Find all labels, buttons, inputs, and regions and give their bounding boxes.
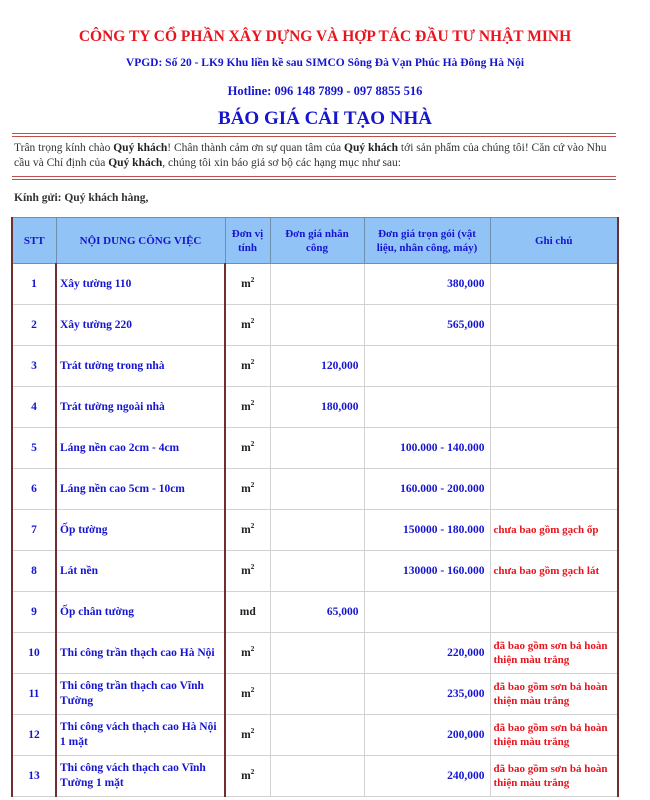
divider-top-2: [12, 136, 616, 137]
table-row: [12, 346, 618, 387]
row-unit: [225, 674, 270, 715]
row-note: đã bao gồm sơn bả hoàn thiện màu trắng: [490, 633, 618, 674]
row-content: Trát tường trong nhà: [56, 346, 225, 387]
unit-text: m: [241, 359, 251, 372]
row-labor-price: [270, 633, 364, 674]
row-labor-price: [270, 756, 364, 797]
row-stt: 10: [12, 633, 56, 674]
row-content: Trát tường ngoài nhà: [56, 387, 225, 428]
row-package-price: 200,000: [364, 715, 490, 756]
unit-exponent: 2: [250, 766, 255, 776]
unit-text: m: [241, 687, 251, 700]
row-stt: 11: [12, 674, 56, 715]
unit-text: m: [241, 277, 251, 290]
divider-mid-2: [12, 179, 616, 180]
row-labor-price: 65,000: [270, 592, 364, 633]
header-content: NỘI DUNG CÔNG VIỆC: [56, 218, 225, 264]
row-note: chưa bao gồm gạch lát: [490, 551, 618, 592]
unit-text: m: [241, 564, 251, 577]
row-note: đã bao gồm sơn bả hoàn thiện màu trắng: [490, 674, 618, 715]
row-package-price: 100.000 - 140.000: [364, 428, 490, 469]
row-note: [490, 469, 618, 510]
table-row: [12, 428, 618, 469]
row-labor-price: 180,000: [270, 387, 364, 428]
table-row: [12, 715, 618, 756]
row-content: Thi công vách thạch cao Hà Nội 1 mặt: [56, 715, 225, 756]
row-note: đã bao gồm sơn bả hoàn thiện màu trắng: [490, 715, 618, 756]
unit-exponent: 2: [250, 356, 255, 366]
row-stt: 9: [12, 592, 56, 633]
row-stt: 3: [12, 346, 56, 387]
row-content: Thi công trần thạch cao Vĩnh Tường: [56, 674, 225, 715]
greeting: Kính gửi: Quý khách hàng,: [14, 192, 149, 204]
unit-text: m: [241, 441, 251, 454]
header-note: Ghi chú: [490, 218, 618, 264]
row-labor-price: [270, 551, 364, 592]
office-address: VPGD: Số 20 - LK9 Khu liền kề sau SIMCO Sông Đà Vạn Phúc Hà Đông Hà Nội: [125, 57, 525, 69]
row-content: Xây tường 110: [56, 264, 225, 305]
unit-exponent: 2: [250, 725, 255, 735]
unit-text: m: [241, 482, 251, 495]
row-package-price: [364, 346, 490, 387]
row-stt: 5: [12, 428, 56, 469]
row-content: Thi công trần thạch cao Hà Nội: [56, 633, 225, 674]
row-stt: 8: [12, 551, 56, 592]
row-labor-price: [270, 469, 364, 510]
unit-exponent: 2: [250, 520, 255, 530]
table-header-row: [12, 218, 618, 264]
row-package-price: 565,000: [364, 305, 490, 346]
row-package-price: 380,000: [364, 264, 490, 305]
intro-paragraph: Trân trọng kính chào Quý khách! Chân thành cảm ơn sự quan tâm của Quý khách tới sản phẩm của chúng tôi! Căn cứ vào Nhu cầu và Chỉ định của Quý khách, chúng tôi xin báo giá sơ bộ các hạng mục như sau:: [14, 142, 607, 169]
row-labor-price: [270, 715, 364, 756]
table-row: [12, 756, 618, 797]
row-note: đã bao gồm sơn bả hoàn thiện màu trắng: [490, 756, 618, 797]
table-row: [12, 510, 618, 551]
row-content: Láng nền cao 5cm - 10cm: [56, 469, 225, 510]
header-package-price: Đơn giá trọn gói (vật liệu, nhân công, máy): [364, 218, 490, 264]
divider-mid-1: [12, 176, 616, 177]
unit-text: m: [241, 523, 251, 536]
row-package-price: 130000 - 160.000: [364, 551, 490, 592]
unit-exponent: 2: [250, 684, 255, 694]
row-note: chưa bao gồm gạch ốp: [490, 510, 618, 551]
row-unit: [225, 756, 270, 797]
row-content: Thi công vách thạch cao Vĩnh Tường 1 mặt: [56, 756, 225, 797]
unit-text: m: [241, 728, 251, 741]
hotline: Hotline: 096 148 7899 - 097 8855 516: [227, 84, 423, 98]
unit-exponent: 2: [250, 438, 255, 448]
row-unit: [225, 592, 270, 633]
row-note: [490, 346, 618, 387]
table-row: [12, 387, 618, 428]
unit-text: md: [239, 605, 256, 618]
unit-text: m: [241, 646, 251, 659]
row-package-price: 240,000: [364, 756, 490, 797]
row-package-price: 160.000 - 200.000: [364, 469, 490, 510]
row-stt: 12: [12, 715, 56, 756]
table-row: [12, 305, 618, 346]
unit-exponent: 2: [250, 274, 255, 284]
row-package-price: [364, 592, 490, 633]
unit-text: m: [241, 318, 251, 331]
unit-exponent: 2: [250, 479, 255, 489]
row-note: [490, 387, 618, 428]
company-name: CÔNG TY CỔ PHẦN XÂY DỰNG VÀ HỢP TÁC ĐẦU TƯ NHẬT MINH: [78, 28, 572, 45]
unit-exponent: 2: [250, 315, 255, 325]
header-stt: STT: [12, 218, 56, 264]
row-note: [490, 592, 618, 633]
row-unit: [225, 469, 270, 510]
row-stt: 2: [12, 305, 56, 346]
row-unit: [225, 387, 270, 428]
divider-top-1: [12, 133, 616, 134]
quote-table: [11, 217, 619, 797]
row-stt: 7: [12, 510, 56, 551]
row-labor-price: [270, 674, 364, 715]
row-note: [490, 428, 618, 469]
row-labor-price: [270, 510, 364, 551]
unit-text: m: [241, 400, 251, 413]
row-content: Ốp tường: [56, 510, 225, 551]
row-stt: 13: [12, 756, 56, 797]
row-unit: [225, 346, 270, 387]
table-row: [12, 264, 618, 305]
header-unit: Đơn vị tính: [225, 218, 270, 264]
header-labor-price: Đơn giá nhân công: [270, 218, 364, 264]
row-unit: [225, 305, 270, 346]
row-package-price: [364, 387, 490, 428]
row-unit: [225, 428, 270, 469]
row-unit: [225, 551, 270, 592]
row-stt: 1: [12, 264, 56, 305]
table-row: [12, 633, 618, 674]
row-stt: 4: [12, 387, 56, 428]
document-title: BÁO GIÁ CẢI TẠO NHÀ: [218, 108, 432, 129]
unit-exponent: 2: [250, 397, 255, 407]
table-row: [12, 551, 618, 592]
row-note: [490, 264, 618, 305]
unit-text: m: [241, 769, 251, 782]
row-labor-price: [270, 428, 364, 469]
row-unit: [225, 264, 270, 305]
table-row: [12, 469, 618, 510]
row-package-price: 220,000: [364, 633, 490, 674]
row-package-price: 235,000: [364, 674, 490, 715]
row-content: Ốp chân tường: [56, 592, 225, 633]
row-unit: [225, 633, 270, 674]
row-content: Láng nền cao 2cm - 4cm: [56, 428, 225, 469]
row-unit: [225, 510, 270, 551]
row-labor-price: [270, 264, 364, 305]
unit-exponent: 2: [250, 643, 255, 653]
row-labor-price: [270, 305, 364, 346]
row-note: [490, 305, 618, 346]
table-row: [12, 592, 618, 633]
row-labor-price: 120,000: [270, 346, 364, 387]
row-package-price: 150000 - 180.000: [364, 510, 490, 551]
unit-exponent: 2: [250, 561, 255, 571]
row-stt: 6: [12, 469, 56, 510]
table-row: [12, 674, 618, 715]
row-content: Lát nền: [56, 551, 225, 592]
row-content: Xây tường 220: [56, 305, 225, 346]
row-unit: [225, 715, 270, 756]
